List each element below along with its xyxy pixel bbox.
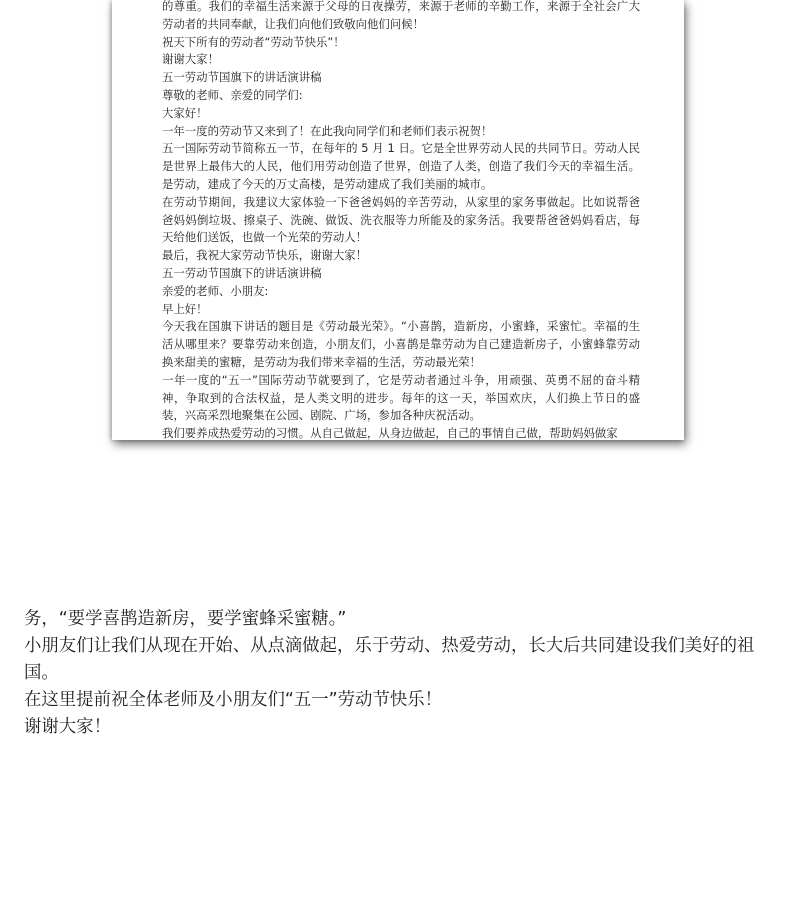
greeting: 早上好！	[162, 301, 208, 316]
preview-paragraph: 的尊重。我们的幸福生活来源于父母的日夜操劳，来源于老师的辛勤工作，来源于全社会广大劳动者的共同奉献，让我们向他们致敬向他们问候！	[162, 0, 640, 31]
preview-paragraph: 祝天下所有的劳动者“劳动节快乐”！	[162, 34, 345, 49]
preview-paragraph: 最后，我祝大家劳动节快乐，谢谢大家！	[162, 248, 368, 263]
preview-paragraph: 在劳动节期间，我建议大家体验一下爸爸妈妈的辛苦劳动，从家里的家务事做起。比如说帮爸爸妈妈倒垃圾、擦桌子、洗碗、做饭、洗衣服等力所能及的家务活。我要帮爸爸妈妈看店，每天给他们送饭，也做一个光荣的劳动人！	[162, 194, 640, 245]
continuation-paragraph: 谢谢大家！	[24, 717, 111, 737]
preview-paragraph: 今天我在国旗下讲话的题目是《劳动最光荣》。“小喜鹊，造新房，小蜜蜂，采蜜忙。幸福的生活从哪里来？要靠劳动来创造，小朋友们，小喜鹊是靠劳动为自己建造新房子，小蜜蜂靠劳动换来甜美的蜜糖，是劳动为我们带来幸福的生活，劳动最光荣！	[162, 319, 640, 369]
greeting: 大家好！	[162, 105, 208, 120]
document-page-preview	[112, 0, 684, 440]
page-preview-text	[162, 0, 640, 440]
salutation: 亲爱的老师、小朋友:	[162, 283, 269, 298]
speech-title: 五一劳动节国旗下的讲话演讲稿	[162, 70, 322, 85]
preview-paragraph: 五一国际劳动节简称五一节，在每年的 5 月 1 日。它是全世界劳动人民的共同节日。劳动人民是世界上最伟大的人民，他们用劳动创造了世界，创造了人类，创造了我们今天的幸福生活。是劳动，建成了今天的万丈高楼，是劳动建成了我们美丽的城市。	[162, 141, 640, 191]
salutation: 尊敬的老师、亲爱的同学们:	[162, 87, 303, 102]
preview-paragraph: 一年一度的“五一”国际劳动节就要到了，它是劳动者通过斗争，用顽强、英勇不屈的奋斗精神，争取到的合法权益，是人类文明的进步。每年的这一天，举国欢庆，人们换上节日的盛装，兴高采烈地聚集在公园、剧院、广场，参加各种庆祝活动。	[162, 372, 640, 423]
continuation-paragraph: 务，“要学喜鹊造新房，要学蜜蜂采蜜糖。”	[24, 609, 347, 629]
continuation-paragraph: 在这里提前祝全体老师及小朋友们“五一”劳动节快乐！	[24, 690, 443, 710]
preview-paragraph: 我们要养成热爱劳动的习惯。从自己做起，从身边做起，自己的事情自己做，帮助妈妈做家	[162, 426, 618, 440]
preview-paragraph: 一年一度的劳动节又来到了！在此我向同学们和老师们表示祝贺！	[162, 123, 493, 138]
continuation-paragraph: 小朋友们让我们从现在开始、从点滴做起，乐于劳动、热爱劳动，长大后共同建设我们美好的祖国。	[24, 636, 755, 683]
continuation-text	[24, 606, 780, 741]
preview-paragraph: 谢谢大家！	[162, 52, 219, 67]
speech-title: 五一劳动节国旗下的讲话演讲稿	[162, 265, 322, 280]
